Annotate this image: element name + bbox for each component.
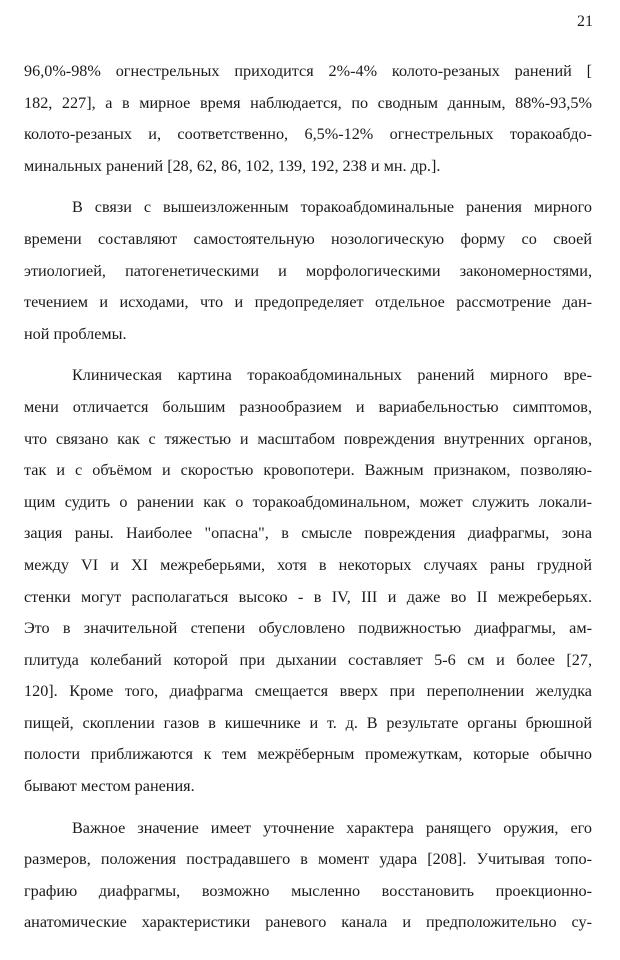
- text-line: Клиническая картина торакоабдоминальных ранений мирного вре-: [72, 366, 592, 385]
- page-number: 21: [577, 13, 593, 30]
- text-line: плитуда колебаний которой при дыхании составляет 5-6 см и более [27,: [24, 650, 592, 669]
- paragraph-2: [24, 192, 592, 350]
- text-line: 182, 227], а в мирное время наблюдается, по сводным данным, 88%-93,5%: [24, 93, 592, 112]
- text-line: графию диафрагмы, возможно мысленно восстановить проекционно-: [24, 881, 592, 900]
- paragraph-4: [24, 813, 592, 939]
- text-line: стенки могут располагаться высоко - в IV, III и даже во II межреберьях.: [24, 587, 592, 606]
- text-line: 120]. Кроме того, диафрагма смещается вверх при переполнении желудка: [24, 682, 592, 701]
- text-line: размеров, положения пострадавшего в момент удара [208]. Учитывая топо-: [24, 850, 592, 869]
- text-line: полости приближаются к тем межрёберным промежуткам, которые обычно: [24, 745, 592, 764]
- text-line: Важное значение имеет уточнение характера ранящего оружия, его: [72, 818, 592, 837]
- text-line: минальных ранений [28, 62, 86, 102, 139, 192, 238 и мн. др.].: [24, 156, 441, 175]
- paragraph-1: [24, 56, 592, 182]
- text-line: бывают местом ранения.: [24, 777, 195, 796]
- text-line: ной проблемы.: [24, 324, 127, 343]
- text-line: щим судить о ранении как о торакоабдоминальном, может служить локали-: [24, 492, 592, 511]
- text-line: 96,0%-98% огнестрельных приходится 2%-4% колото-резаных ранений [: [24, 62, 592, 80]
- text-line: В связи с вышеизложенным торакоабдоминальные ранения мирного: [72, 198, 592, 217]
- text-line: этиологией, патогенетическими и морфологическими закономерностями,: [24, 261, 592, 280]
- text-line: зация раны. Наиболее "опасна", в смысле повреждения диафрагмы, зона: [24, 524, 592, 543]
- text-line: времени составляют самостоятельную нозологическую форму со своей: [24, 229, 592, 248]
- document-body: [24, 56, 592, 939]
- text-line: Это в значительной степени обусловлено подвижностью диафрагмы, ам-: [24, 619, 592, 638]
- text-line: течением и исходами, что и предопределяет отдельное рассмотрение дан-: [24, 293, 592, 312]
- text-line: так и с объёмом и скоростью кровопотери. Важным признаком, позволяю-: [24, 461, 592, 480]
- text-line: анатомические характеристики раневого канала и предположительно су-: [24, 913, 592, 932]
- paragraph-3: [24, 360, 592, 802]
- text-line: пищей, скоплении газов в кишечнике и т. д. В результате органы брюшной: [24, 713, 592, 732]
- text-line: что связано как с тяжестью и масштабом повреждения внутренних органов,: [24, 429, 592, 448]
- text-line: между VI и XI межреберьями, хотя в некоторых случаях раны грудной: [24, 555, 592, 574]
- text-line: колото-резаных и, соответственно, 6,5%-12% огнестрельных торакоабдо-: [24, 125, 592, 144]
- text-line: мени отличается большим разнообразием и вариабельностью симптомов,: [24, 397, 592, 416]
